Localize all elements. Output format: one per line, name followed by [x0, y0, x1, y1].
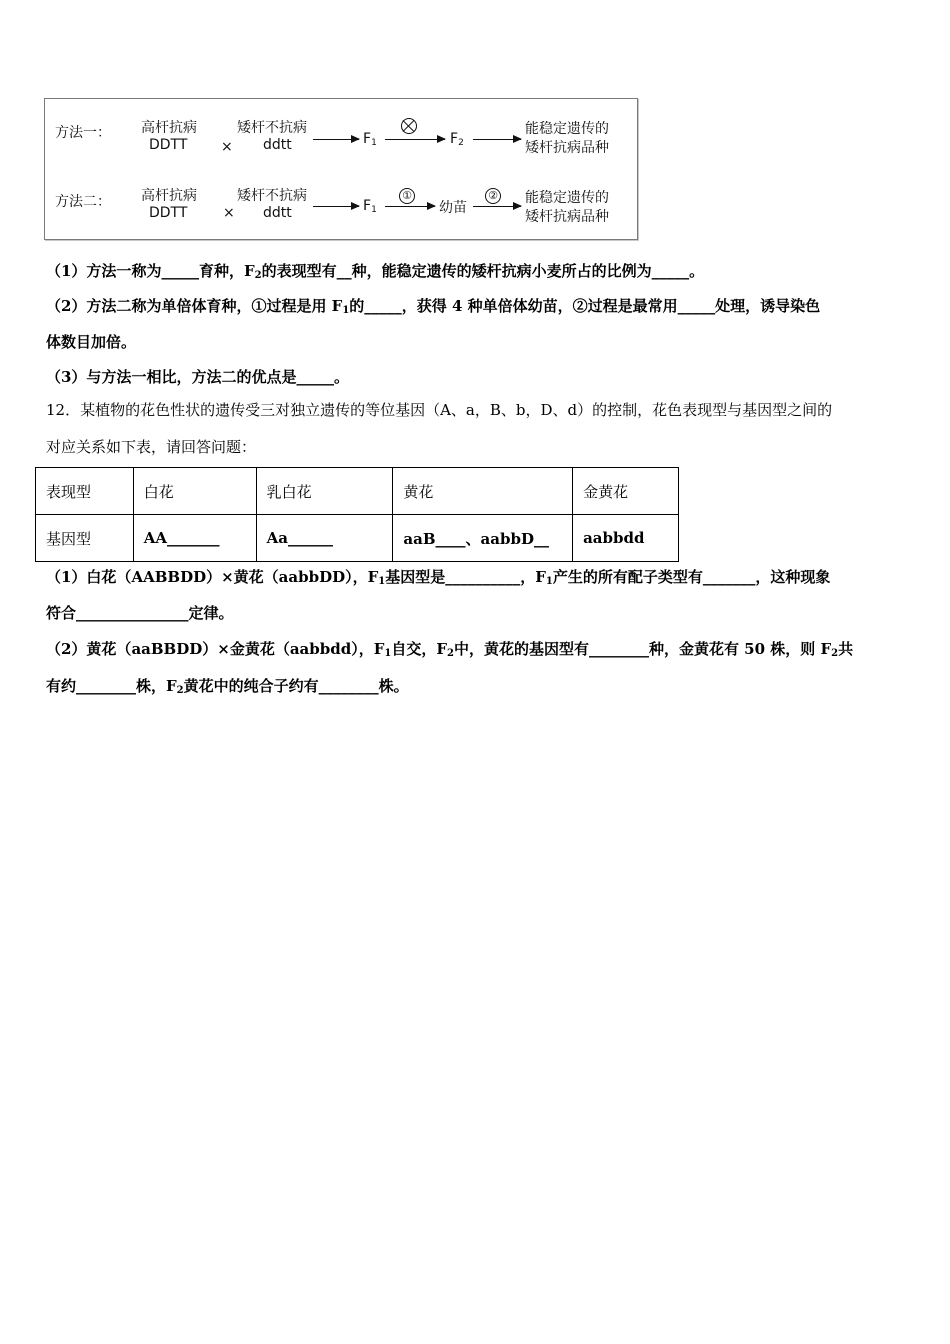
method2-parent1-genotype: DDTT	[149, 205, 188, 221]
method1-f1: $F_1$	[363, 131, 377, 148]
method2-result-line1: 能稳定遗传的	[525, 190, 609, 206]
table-cell: aabbdd	[573, 515, 679, 562]
table-header-phenotype: 表现型	[36, 468, 134, 515]
q11-sub1: （1）方法一称为_____育种，F2的表现型有__种，能稳定遗传的矮杆抗病小麦所占的比例为_____。	[46, 262, 705, 281]
method1-result-line1: 能稳定遗传的	[525, 121, 609, 137]
table-row	[36, 468, 679, 515]
q11-sub2: （2）方法二称为单倍体育种，①过程是用 F1的_____，获得 4 种单倍体幼苗，②过程是最常用_____处理，诱导染色	[46, 297, 821, 316]
method1-parent1-genotype: DDTT	[149, 137, 188, 153]
method2-label: 方法二：	[55, 194, 111, 210]
q12-intro-line2: 对应关系如下表，请回答问题：	[46, 438, 257, 456]
method1-parent1-phenotype: 高杆抗病	[141, 120, 197, 136]
method1-f2: $F_2$	[450, 131, 464, 148]
table-cell: 金黄花	[573, 468, 679, 515]
q11-sub2-cont: 体数目加倍。	[46, 333, 137, 351]
method1-parent2-genotype: ddtt	[263, 137, 292, 153]
table-header-genotype: 基因型	[36, 515, 134, 562]
breeding-methods-diagram	[44, 98, 638, 240]
method1-parent2-phenotype: 矮杆不抗病	[237, 120, 307, 136]
step2-marker: ②	[485, 188, 501, 204]
table-cell: 黄花	[393, 468, 573, 515]
method2-seedling: 幼苗	[439, 200, 467, 216]
method2-cross-symbol: ×	[223, 205, 235, 221]
method1-arrow-1	[313, 139, 359, 140]
method2-result-line2: 矮杆抗病品种	[525, 209, 609, 225]
table-cell: AA_______	[133, 515, 256, 562]
method2-arrow-2	[385, 206, 435, 207]
table-row	[36, 515, 679, 562]
method2-f1: $F_1$	[363, 198, 377, 215]
q12-sub2-cont: 有约________株，F2黄花中的纯合子约有________株。	[46, 677, 409, 696]
method2-parent2-phenotype: 矮杆不抗病	[237, 188, 307, 204]
method2-parent2-genotype: ddtt	[263, 205, 292, 221]
method1-cross-symbol: ×	[221, 139, 233, 155]
q12-sub2: （2）黄花（aaBBDD）×金黄花（aabbdd），F1自交，F2中，黄花的基因型有________种，金黄花有 50 株，则 F2共	[46, 640, 854, 659]
method1-arrow-3	[473, 139, 521, 140]
table-cell: Aa______	[256, 515, 393, 562]
q12-intro-line1: 12．某植物的花色性状的遗传受三对独立遗传的等位基因（A、a，B、b，D、d）的控制，花色表现型与基因型之间的	[46, 401, 833, 419]
table-cell: aaB____、aabbD__	[393, 515, 573, 562]
method1-result-line2: 矮杆抗病品种	[525, 140, 609, 156]
method2-arrow-3	[473, 206, 521, 207]
q12-sub1: （1）白花（AABBDD）×黄花（aabbDD），F1基因型是__________，F1产生的所有配子类型有_______，这种现象	[46, 568, 831, 587]
method1-arrow-2	[385, 139, 445, 140]
table-cell: 白花	[133, 468, 256, 515]
method2-arrow-1	[313, 206, 359, 207]
q11-sub3: （3）与方法一相比，方法二的优点是_____。	[46, 368, 349, 386]
method1-label: 方法一：	[55, 125, 111, 141]
phenotype-genotype-table	[35, 467, 679, 562]
table-cell: 乳白花	[256, 468, 393, 515]
selfing-icon	[401, 118, 417, 134]
step1-marker: ①	[399, 188, 415, 204]
q12-sub1-cont: 符合_______________定律。	[46, 604, 234, 622]
method2-parent1-phenotype: 高杆抗病	[141, 188, 197, 204]
